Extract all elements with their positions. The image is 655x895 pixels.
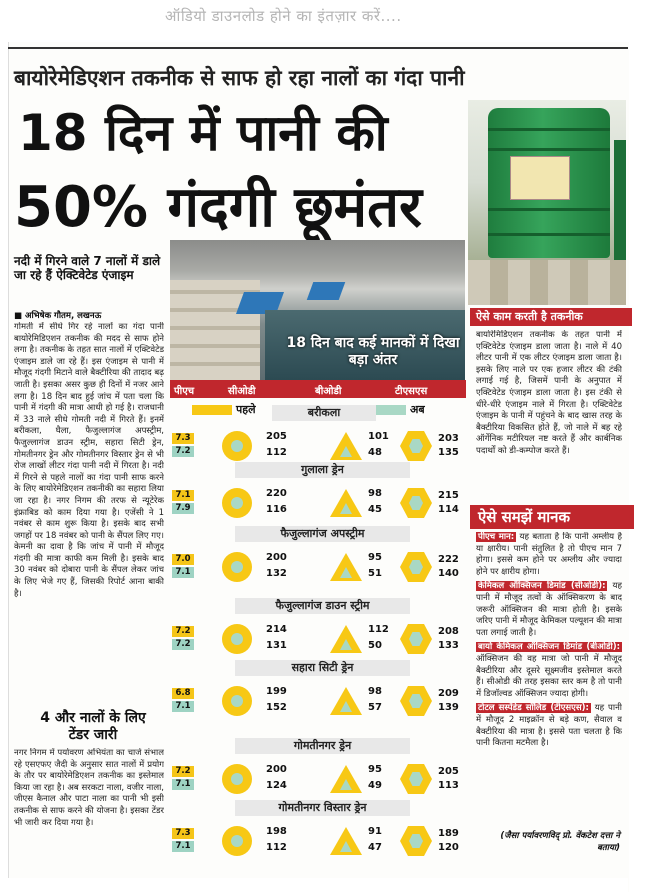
big-title-line-1: 18 दिन में पानी की (18, 104, 388, 162)
bod-before-value: 101 (368, 431, 389, 442)
bod-triangle-icon (330, 489, 362, 517)
cod-circle-icon (222, 764, 252, 794)
tss-before-value: 215 (438, 490, 459, 501)
left-body-1: गोमती में सीधे गिर रहे नालों का गंदा पानी बायोरेमिडिएशन तकनीक की मदद से साफ होने लगा है। तकनीक के तहत सात नालों में एक्टिवेटेड एंजाइम डाले जा रहे हैं। इस एंजाइम से पानी में मौजूद गंदगी मिटाने वाले बैक्टीरिया की तादाद बढ़ जाती है। इसका असर कुछ ही दिनों में नजर आने लगा है। 18 दिन बाद हुई जांच में पता चला कि पानी में गंदगी की मात्रा आधी हो गई है। राजधानी में 33 नाले सीधे गोमती नदी में गिरते हैं। इनमें बरीकला, घैला, फैजुल्लागंज अपस्ट्रीम, फैजुल्लागंज डाउन स्ट्रीम, सहारा सिटी ड्रेन, गोमतीनगर ड्रेन और गोमतीनगर विस्तार ड्रेन से भी रोज लाखों लीटर गंदा पानी नदी में गिरता है। नदी में गिरने से पहले नालों का गंदा पानी साफ करने के लिए बायोरेमेडिएशन तकनीकी का सहारा लिया जा रहा है। नगर निगम की तरफ से न्यूटेरेक इंफ्राबिड को काम दिया गया है। एजेंसी ने 1 नवंबर से काम शुरू किया है। इसके बाद सभी जगहों पर 18 नवंबर को पानी के सैंपल लिए गए। केमनी का दावा है कि जांच में पानी में मौजूद गंदगी की मात्रा काफी कम मिली है। इसके बाद 30 नवंबर को दोबारा पानी के सैंपल लेकर जांच के लिए भेजे गए हैं, जिसकी रिपोर्ट आना बाकी है। (14, 322, 164, 599)
ph-before-value: 6.8 (172, 688, 194, 699)
standard-text: यह पानी में मौजूद 2 माइक्रॉन से बड़े कण, सैवाल व बैक्टीरिया की मात्रा है। इससे पता चलता है कि पानी कितना मटमैला है। (476, 703, 622, 749)
tss-after-value: 135 (438, 447, 459, 458)
bottom-strip (8, 878, 628, 895)
cod-before-value: 199 (266, 686, 287, 697)
tss-before-value: 209 (438, 688, 459, 699)
top-notice-bar (0, 0, 655, 38)
tss-after-value: 120 (438, 842, 459, 853)
ph-before-value: 7.0 (172, 554, 194, 565)
cod-after-value: 116 (266, 504, 287, 515)
bod-triangle-icon (330, 432, 362, 460)
standard-text: यह पानी में मौजूद तत्वों के ऑक्सिकरण के बाद जरूरी ऑक्सिजन की मात्रा होती है। इसके जरिए पानी में मौजूद केमिकल पल्यूशन की मात्रा पता लगाई जाती है। (476, 581, 622, 638)
cod-before-value: 200 (266, 552, 287, 563)
tss-before-value: 189 (438, 828, 459, 839)
cod-after-value: 112 (266, 842, 287, 853)
standard-tag: केमिकल ऑक्सिजन डिमांड (सीओडी): (478, 581, 606, 592)
bod-after-value: 48 (368, 447, 382, 458)
tss-before-value: 205 (438, 766, 459, 777)
cod-after-value: 124 (266, 780, 287, 791)
ph-before-value: 7.2 (172, 766, 194, 777)
standard-tag: बायो केमिकल ऑक्सिजन डिमांड (बीओडी): (478, 642, 620, 653)
ph-after-value: 7.2 (172, 446, 194, 457)
cod-before-value: 220 (266, 488, 287, 499)
legend-ph: पीएच (174, 386, 195, 397)
bod-triangle-icon (330, 625, 362, 653)
drain-label: फैजुल्लागंज डाउन स्ट्रीम (235, 598, 410, 614)
after-label: अब (410, 403, 425, 416)
cod-circle-icon (222, 624, 252, 654)
ph-after-value: 7.2 (172, 639, 194, 650)
cod-after-value: 131 (266, 640, 287, 651)
ph-after-value: 7.1 (172, 567, 194, 578)
bod-triangle-icon (330, 553, 362, 581)
drain-label: सहारा सिटी ड्रेन (235, 660, 410, 676)
headline: बायोरेमेडिएशन तकनीक से साफ हो रहा नालों का गंदा पानी (14, 66, 465, 90)
legend-tss: टीएसएस (395, 386, 428, 397)
bod-triangle-icon (330, 687, 362, 715)
cod-after-value: 132 (266, 568, 287, 579)
standard-item (476, 581, 622, 639)
ph-after-value: 7.1 (172, 841, 194, 852)
bod-after-value: 50 (368, 640, 382, 651)
bod-before-value: 95 (368, 764, 382, 775)
cod-before-value: 198 (266, 826, 287, 837)
tss-after-value: 140 (438, 568, 459, 579)
big-title-line-2: 50% गंदगी छूमंतर (14, 175, 422, 240)
bod-after-value: 47 (368, 842, 382, 853)
cod-before-value: 205 (266, 431, 287, 442)
before-label: पहले (236, 403, 256, 416)
bod-before-value: 98 (368, 488, 382, 499)
cod-after-value: 112 (266, 447, 287, 458)
standard-item (476, 703, 622, 749)
cod-circle-icon (222, 488, 252, 518)
right-body-1: बायोरेमिडिएशन तकनीक के तहत पानी में एक्टिवेटेड एंजाइम डाला जाता है। नाले में 40 लीटर पानी में एक लीटर एंजाइम डाला जाता है। इसके लिए नाले पर एक हजार लीटर की टंकी लगाई गई है, जिसमें पानी के अनुपात में एक्टिवेटेड एंजाइम डाला जाता है। इस टंकी से धीरे-धीरे एंजाइम नाले में गिरता है। एक्टिवेटेड एंजाइम के पानी में पहुंचने के बाद खास तरह के बैक्टीरिया विकसित होते हैं, जो नाले में बह रहे ऑर्गेनिक मटीरियल नष्ट करते हैं और कार्बनिक पदार्थों को डी-कम्पोज करते हैं। (476, 330, 622, 456)
tss-after-value: 113 (438, 780, 459, 791)
tank-side-image (614, 140, 626, 260)
bod-after-value: 51 (368, 568, 382, 579)
standard-item (476, 642, 622, 700)
bod-before-value: 112 (368, 624, 389, 635)
byline: ■ अभिषेक गौतम, लखनऊ (14, 311, 102, 321)
tss-before-value: 203 (438, 433, 459, 444)
drain-label: गुलाला ड्रेन (235, 462, 410, 478)
top-notice-text: ऑडियो डाउनलोड होने का इंतज़ार करें.... (165, 7, 402, 25)
tss-before-value: 222 (438, 554, 459, 565)
standard-text: ऑक्सिजन की वह मात्रा जो पानी में मौजूद बैक्टीरिया और दूसरे सूक्ष्मजीव इस्तेमाल करते हैं। सीओडी की तरह इसका स्तर कम है तो पानी में डिजॉल्वड ऑक्सिजन ज्यादा होगी। (476, 653, 622, 699)
tank-photo (468, 100, 626, 305)
bod-triangle-icon (330, 765, 362, 793)
bod-after-value: 57 (368, 702, 382, 713)
standard-tag: पीएच मान: (478, 532, 515, 542)
ph-after-value: 7.1 (172, 701, 194, 712)
photo-caption: 18 दिन बाद कई मानकों में दिखा बड़ा अंतर (286, 335, 460, 368)
cod-after-value: 152 (266, 702, 287, 713)
bod-after-value: 45 (368, 504, 382, 515)
bod-before-value: 98 (368, 686, 382, 697)
cod-circle-icon (222, 686, 252, 716)
right-bar-how-it-works: ऐसे काम करती है तकनीक (470, 308, 632, 326)
legend-bod: बीओडी (315, 386, 342, 397)
tss-after-value: 133 (438, 640, 459, 651)
cod-circle-icon (222, 552, 252, 582)
cod-before-value: 200 (266, 764, 287, 775)
cod-before-value: 214 (266, 624, 287, 635)
drain-label: बरीकला (272, 405, 376, 421)
standard-tag: टोटल सस्पेंडेड सॉलिड (टीएसएस): (478, 703, 589, 714)
drain-label: फैजुल्लागंज अपस्ट्रीम (235, 526, 410, 542)
left-subheading: 4 और नालों के लिए टेंडर जारी (40, 710, 146, 743)
tss-after-value: 114 (438, 504, 459, 515)
ph-before-value: 7.3 (172, 828, 194, 839)
legend-cod: सीओडी (228, 386, 256, 397)
left-heading: नदी में गिरने वाले 7 नालों में डाले जा रहे हैं ऐक्टिवेटेड एंजाइम (14, 254, 161, 282)
right-bar-standards: ऐसे समझें मानक (470, 505, 634, 529)
left-body-2: नगर निगम में पर्यावरण अभियंता का चार्ज संभाल रहे एसएफए जैदी के अनुसार सात नालों में प्रयोग के तौर पर बायोरेमेडिएशन तकनीक का इस्तेमाल किया जा रहा है। अब सरकटा नाला, वजीर नाला, जीएस कैनाल और पाटा नाला का पानी भी इसी तकनीक से साफ करने की योजना है। इसका टेंडर भी जारी कर दिया गया है। (14, 748, 164, 828)
bod-triangle-icon (330, 827, 362, 855)
ph-after-value: 7.9 (172, 503, 194, 514)
ph-before-value: 7.1 (172, 490, 194, 501)
signature: (जैसा पर्यावरणविद् प्रो. वेंकटेश दत्ता ने बताया) (500, 831, 620, 853)
before-swatch (192, 405, 232, 415)
ph-after-value: 7.1 (172, 779, 194, 790)
bod-after-value: 49 (368, 780, 382, 791)
bod-before-value: 91 (368, 826, 382, 837)
standards-list (476, 532, 622, 828)
standard-text: यह बताता है कि पानी अम्लीय है या क्षारीय। पानी संतुलित है तो पीएच मान 7 होगा। इससे कम होने पर अम्लीय और ज्यादा होने पर क्षारीय होगा। (476, 532, 622, 577)
water-tank-image (488, 108, 610, 258)
drain-label: गोमतीनगर विस्तार ड्रेन (235, 800, 410, 816)
tss-after-value: 139 (438, 702, 459, 713)
drain-label: गोमतीनगर ड्रेन (235, 738, 410, 754)
metric-legend-bar (170, 380, 466, 398)
cod-circle-icon (222, 431, 252, 461)
cod-circle-icon (222, 826, 252, 856)
ph-before-value: 7.3 (172, 433, 194, 444)
bod-before-value: 95 (368, 552, 382, 563)
top-rule (8, 47, 628, 49)
sacks-image (468, 260, 626, 305)
tss-before-value: 208 (438, 626, 459, 637)
standard-item (476, 532, 622, 578)
ph-before-value: 7.2 (172, 626, 194, 637)
